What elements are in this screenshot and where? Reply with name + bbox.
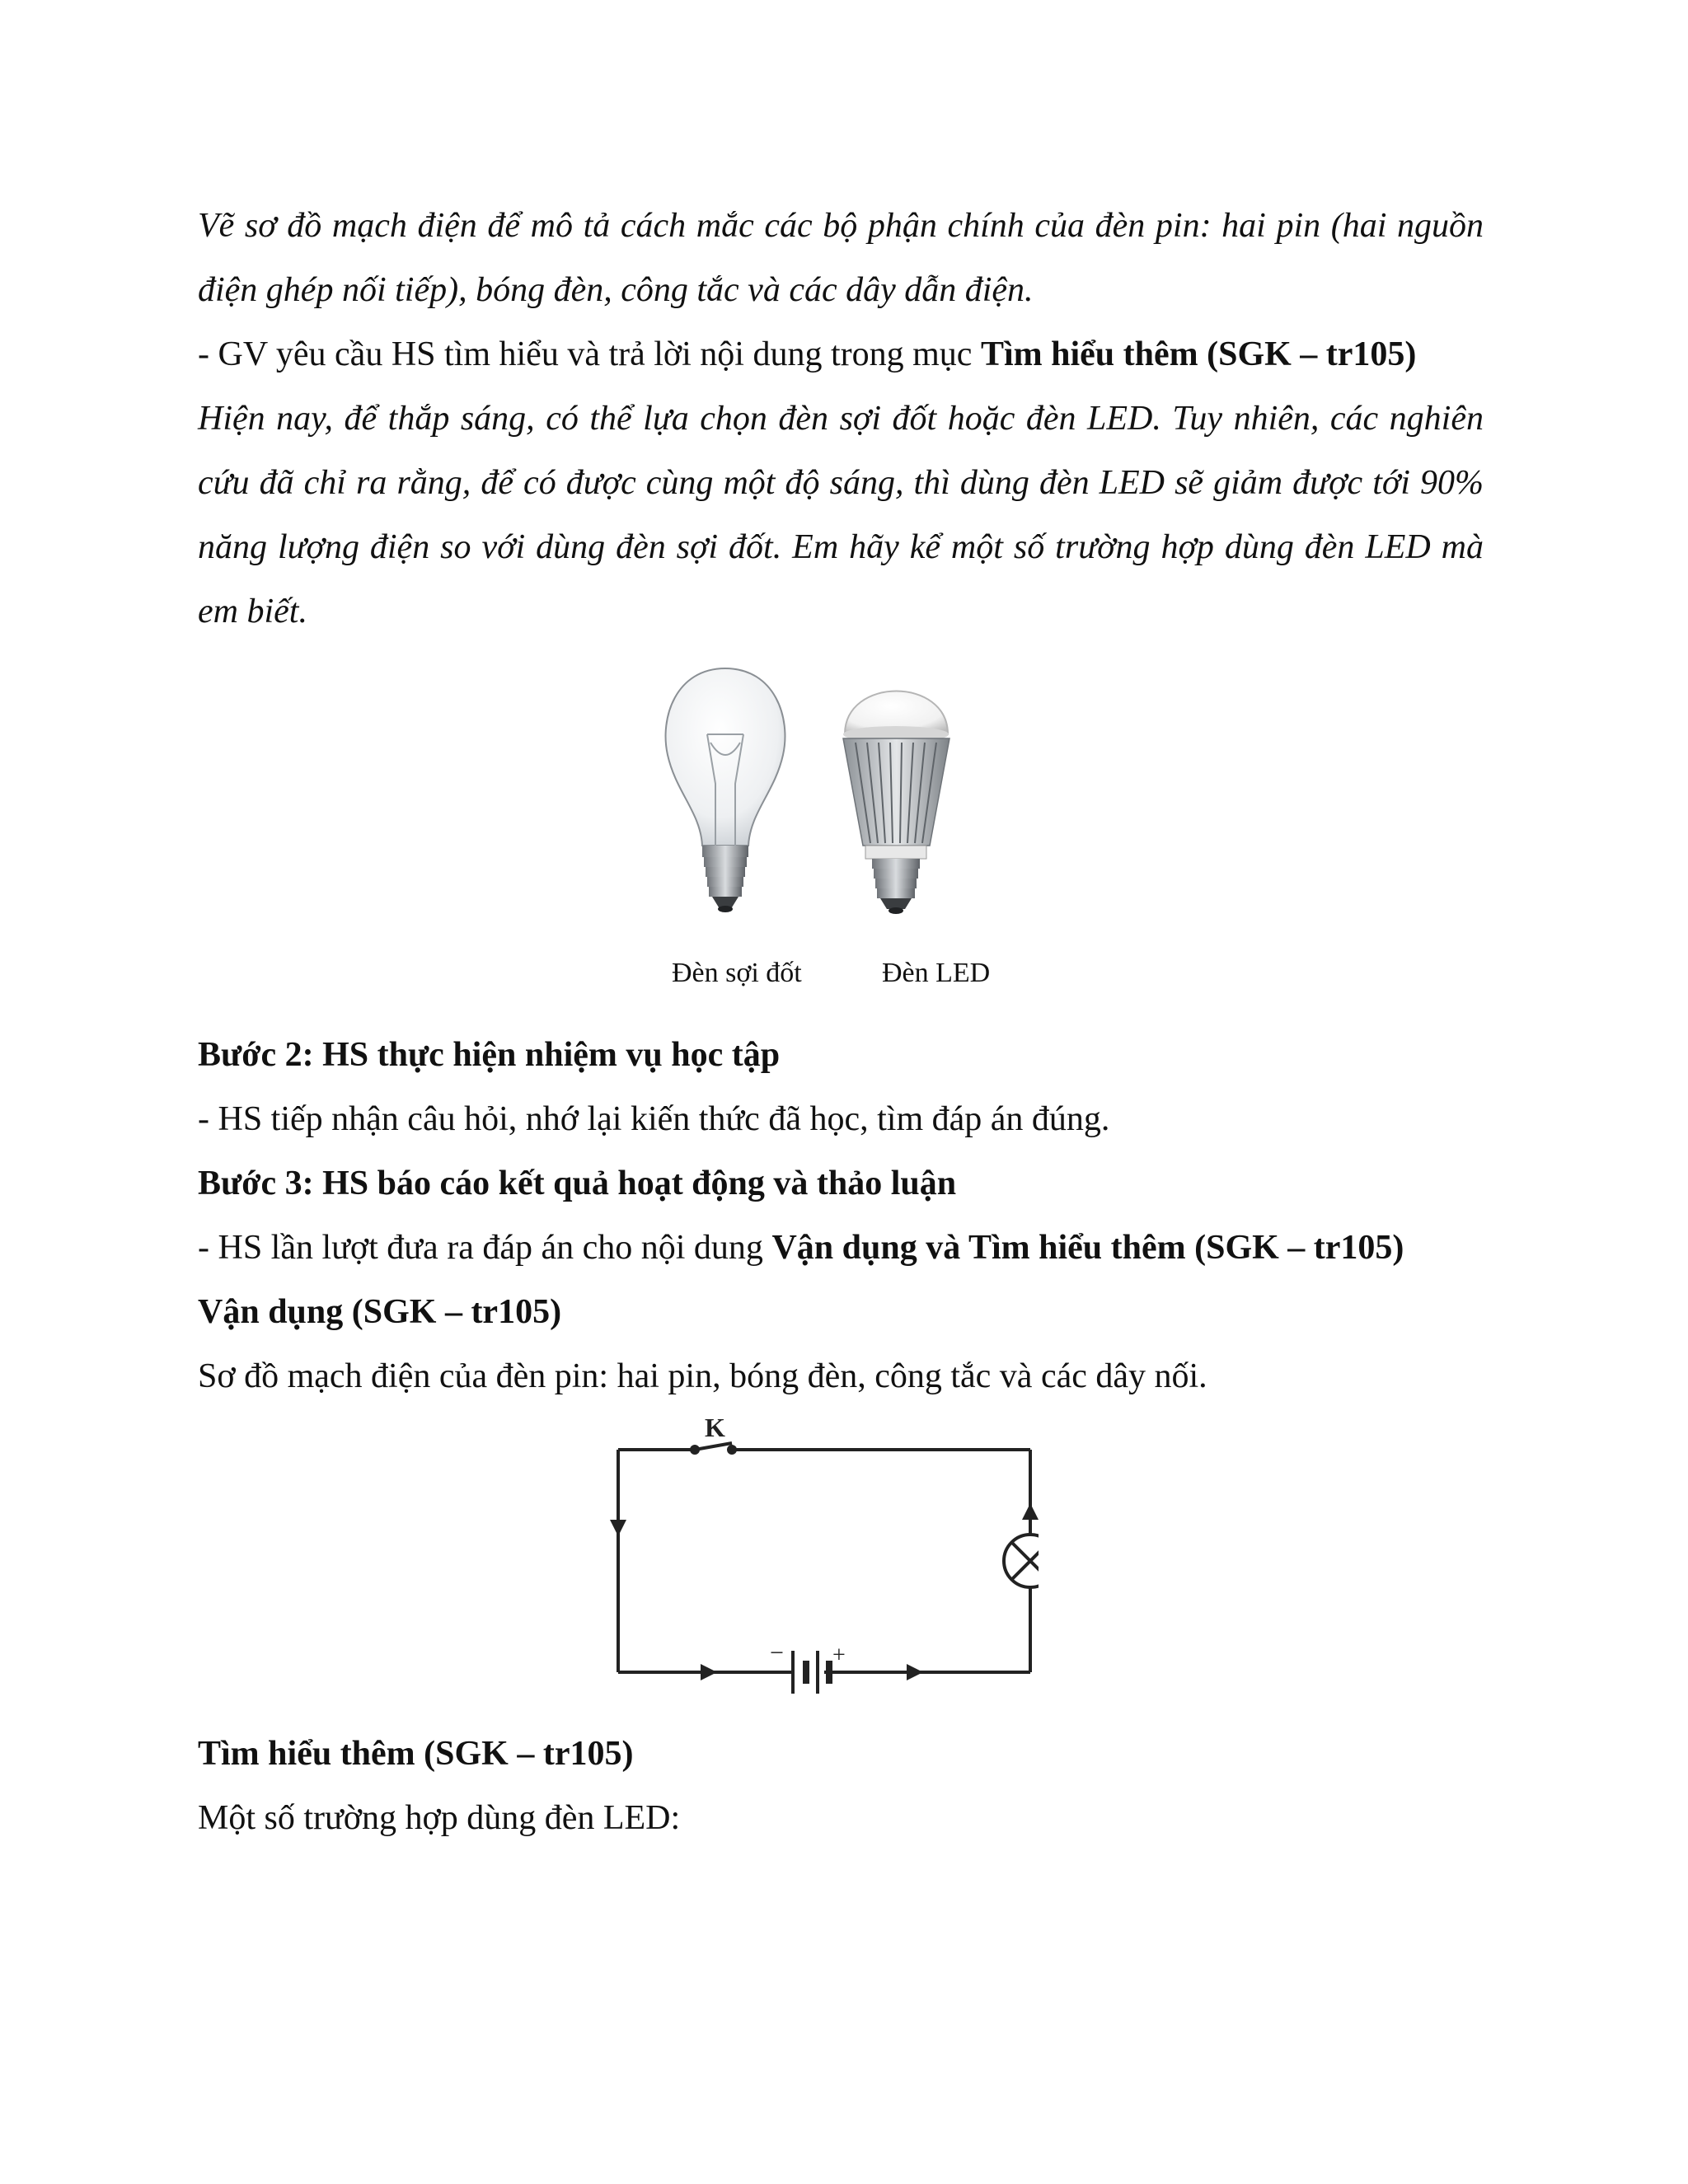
led-bulb-icon (843, 691, 950, 915)
switch-label: K (705, 1417, 725, 1442)
bulbs-illustration (643, 660, 1022, 957)
step2-heading: Bước 2: HS thực hiện nhiệm vụ học tập (198, 1036, 781, 1074)
lamp-symbol-icon (1004, 1535, 1039, 1587)
incandescent-bulb-icon (666, 668, 785, 912)
incandescent-caption: Đèn sợi đốt (672, 958, 802, 988)
battery-plus-label: + (832, 1643, 846, 1668)
step2-text: - HS tiếp nhận câu hỏi, nhớ lại kiến thức đã học, tìm đáp án đúng. (198, 1100, 1110, 1138)
switch-contact-right (727, 1445, 737, 1455)
explore-heading: Tìm hiểu thêm (SGK – tr105) (198, 1735, 634, 1773)
circuit-figure (198, 1417, 1484, 1713)
gv-request-text: - GV yêu cầu HS tìm hiểu và trả lời nội dung trong mục (198, 335, 981, 373)
arrow-down-icon (610, 1520, 626, 1536)
step3-bold: Vận dụng và Tìm hiểu thêm (SGK – tr105) (771, 1229, 1404, 1267)
arrow-right-icon-2 (907, 1664, 923, 1680)
battery-symbol-icon (791, 1651, 829, 1694)
gv-request-bold: Tìm hiểu thêm (SGK – tr105) (980, 335, 1417, 373)
switch-contact-left (690, 1445, 700, 1455)
arrow-up-icon (1022, 1503, 1039, 1520)
document-page (198, 194, 1484, 1850)
battery-minus-label: − (770, 1639, 784, 1666)
question-paragraph: Hiện nay, để thắp sáng, có thể lựa chọn đèn sợi đốt hoặc đèn LED. Tuy nhiên, các nghiên cứu đã chỉ ra rằng, để có được cùng một độ sáng, thì dùng đèn LED sẽ giảm được tới 90% năng lượng điện so với dùng đèn sợi đốt. Em hãy kể một số trường hợp dùng đèn LED mà em biết. (198, 400, 1484, 630)
step3-heading: Bước 3: HS báo cáo kết quả hoạt động và thảo luận (198, 1165, 957, 1202)
bulbs-figure (198, 660, 1484, 1023)
arrow-right-icon-1 (701, 1664, 717, 1680)
step3-paragraph (198, 1216, 1484, 1280)
gv-request-paragraph (198, 322, 1484, 387)
apply-heading: Vận dụng (SGK – tr105) (198, 1293, 562, 1331)
explore-text: Một số trường hợp dùng đèn LED: (198, 1799, 681, 1837)
circuit-diagram (593, 1417, 1039, 1697)
led-caption: Đèn LED (882, 958, 991, 988)
apply-text: Sơ đồ mạch điện của đèn pin: hai pin, bóng đèn, công tắc và các dây nối. (198, 1357, 1207, 1395)
intro-paragraph: Vẽ sơ đồ mạch điện để mô tả cách mắc các bộ phận chính của đèn pin: hai pin (hai nguồn điện ghép nối tiếp), bóng đèn, công tắc và các dây dẫn điện. (198, 207, 1484, 309)
step3-text: - HS lần lượt đưa ra đáp án cho nội dung (198, 1229, 772, 1267)
